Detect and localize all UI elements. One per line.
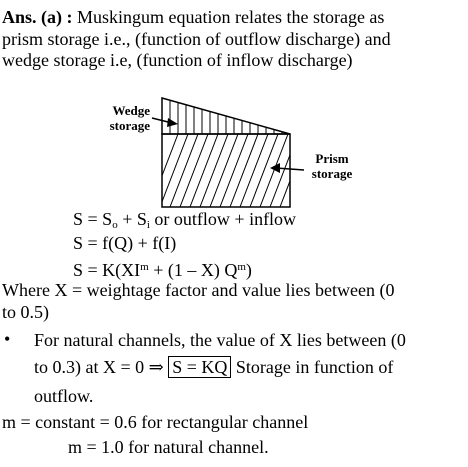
answer-line-2: prism storage i.e., (function of outflow discharge) and (2, 29, 391, 49)
prism-hatch (150, 134, 308, 207)
wedge-label-line-2: storage (109, 118, 150, 133)
prism-storage-label (304, 151, 360, 181)
eq1-part-a: S = S (73, 209, 113, 229)
wedge-label-line-1: Wedge (112, 103, 150, 118)
eq1-sub-o: o (112, 219, 118, 231)
wedge-outline (162, 98, 290, 134)
constant-line-1: m = constant = 0.6 for rectangular channel (2, 412, 309, 432)
eq1-part-b: + S (117, 209, 147, 229)
wedge-arrow (152, 118, 172, 123)
wedge-storage-label (96, 103, 150, 133)
bullet-line-3: outflow. (34, 386, 94, 406)
answer-line-1 (2, 6, 384, 28)
constant-line-2: m = 1.0 for natural channel. (68, 437, 269, 457)
wedge-arrowhead (167, 118, 178, 127)
prism-outline (162, 134, 290, 207)
answer-line-1-text: Muskingum equation relates the storage as (72, 7, 385, 27)
eq3-sup-2: m (237, 261, 246, 273)
bullet-line-1: For natural channels, the value of X lies between (0 (34, 330, 406, 350)
prism-label-line-2: storage (311, 166, 353, 181)
answer-prefix: Ans. (a) : (2, 7, 73, 27)
answer-line-3: wedge storage i.e, (function of inflow discharge) (2, 50, 353, 70)
bullet-line-2-part-b: Storage in function of (235, 357, 394, 377)
equation-3 (73, 256, 252, 281)
equation-2: S = f(Q) + f(I) (73, 233, 177, 253)
eq3-part-a: S = K(XI (73, 260, 141, 280)
eq1-sub-i: i (146, 219, 150, 231)
eq3-part-c: ) (245, 260, 252, 280)
boxed-equation: S = KQ (168, 356, 231, 378)
eq1-part-c: or outflow + inflow (149, 209, 297, 229)
where-line-1: Where X = weightage factor and value lies between (0 (2, 280, 395, 300)
bullet-line-2 (34, 356, 393, 378)
eq3-sup-1: m (140, 261, 149, 273)
wedge-hatch (170, 95, 282, 135)
where-line-2: to 0.5) (2, 302, 49, 322)
prism-arrowhead (270, 163, 280, 173)
eq3-part-b: + (1 – X) Q (148, 260, 238, 280)
prism-label-line-1: Prism (315, 151, 349, 166)
prism-arrow (276, 168, 304, 170)
bullet-marker: • (4, 329, 11, 349)
bullet-line-2-part-a: to 0.3) at X = 0 ⇒ (34, 357, 164, 377)
